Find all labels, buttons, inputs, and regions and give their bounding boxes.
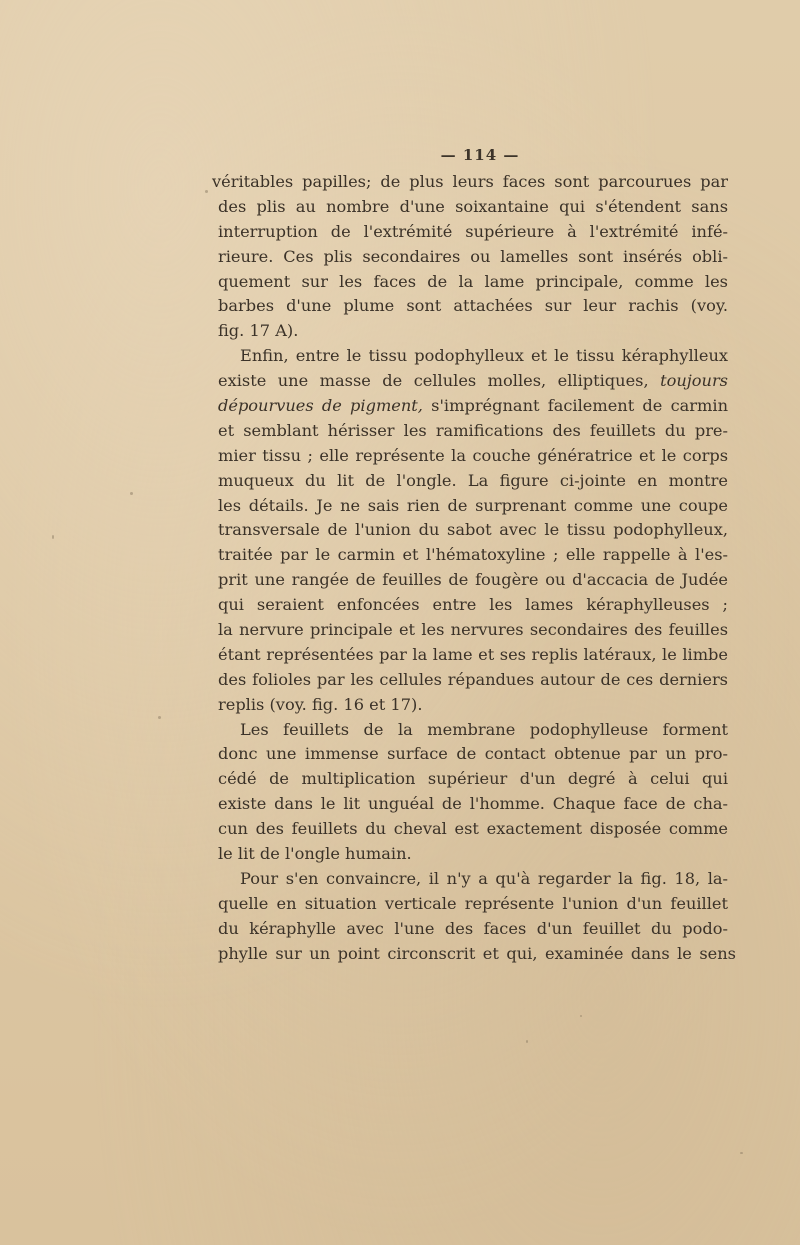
text-line: qui seraient enfoncées entre les lames kéraphylleuses ; xyxy=(218,595,728,615)
text-line: cédé de multiplication supérieur d'un degré à celui qui xyxy=(218,769,728,789)
text-line: quelle en situation verticale représente l'union d'un feuillet xyxy=(218,893,728,913)
text-line: prit une rangée de feuilles de fougère ou d'accacia de Judée xyxy=(218,570,728,590)
text-line: quement sur les faces de la lame principale, comme les xyxy=(218,271,728,291)
text-line: mier tissu ; elle représente la couche génératrice et le corps xyxy=(218,445,728,465)
text-line: interruption de l'extrémité supérieure à l'extrémité infé- xyxy=(218,221,728,241)
text-line xyxy=(218,394,728,419)
text-line: rieure. Ces plis secondaires ou lamelles sont insérés obli- xyxy=(218,246,728,266)
paper-speck xyxy=(52,535,54,539)
text-line: replis (voy. fig. 16 et 17). xyxy=(218,694,423,714)
text-line: des folioles par les cellules répandues autour de ces derniers xyxy=(218,669,728,689)
text-line xyxy=(218,369,728,394)
text-line: donc une immense surface de contact obtenue par un pro- xyxy=(218,744,728,764)
page-number: — 114 — xyxy=(440,146,520,164)
line-text: s'imprégnant facilement de carmin xyxy=(422,396,728,416)
text-line: des plis au nombre d'une soixantaine qui s'étendent sans xyxy=(218,196,728,216)
text-line: du kéraphylle avec l'une des faces d'un feuillet du podo- xyxy=(218,918,728,938)
text-line: Pour s'en convaincre, il n'y a qu'à regarder la fig. 18, la- xyxy=(240,868,728,888)
text-line: le lit de l'ongle humain. xyxy=(218,844,412,864)
text-line: la nervure principale et les nervures secondaires des feuilles xyxy=(218,620,728,640)
text-line: cun des feuillets du cheval est exactement disposée comme xyxy=(218,819,728,839)
text-line: existe dans le lit unguéal de l'homme. Chaque face de cha- xyxy=(218,794,728,814)
italic-phrase: dépourvues de pigment, xyxy=(218,396,423,416)
text-line: transversale de l'union du sabot avec le tissu podophylleux, xyxy=(218,520,728,540)
paper-speck xyxy=(130,492,133,495)
paper-speck xyxy=(158,716,161,719)
body-text xyxy=(212,170,736,967)
text-line: traitée par le carmin et l'hématoxyline ; elle rappelle à l'es- xyxy=(218,545,728,565)
text-line: barbes d'une plume sont attachées sur leur rachis (voy. xyxy=(218,296,728,316)
text-line: Enfin, entre le tissu podophylleux et le tissu kéraphylleux xyxy=(240,346,728,366)
paper-speck xyxy=(526,1040,528,1043)
text-line: étant représentées par la lame et ses replis latéraux, le limbe xyxy=(218,644,728,664)
text-line: et semblant hérisser les ramifications des feuillets du pre- xyxy=(218,420,728,440)
line-text: existe une masse de cellules molles, elliptiques, xyxy=(218,371,661,391)
text-line: les détails. Je ne sais rien de surprenant comme une coupe xyxy=(218,495,728,515)
paper-speck xyxy=(205,190,208,193)
italic-phrase: toujours xyxy=(660,371,728,391)
text-line: fig. 17 A). xyxy=(218,321,299,341)
paper-speck xyxy=(580,1015,582,1017)
text-line: muqueux du lit de l'ongle. La figure ci-jointe en montre xyxy=(218,470,728,490)
text-line: phylle sur un point circonscrit et qui, examinée dans le sens xyxy=(218,943,736,963)
text-line: Les feuillets de la membrane podophylleuse forment xyxy=(240,719,728,739)
paper-speck xyxy=(740,1152,743,1154)
text-line: véritables papilles; de plus leurs faces sont parcourues par xyxy=(212,172,728,191)
